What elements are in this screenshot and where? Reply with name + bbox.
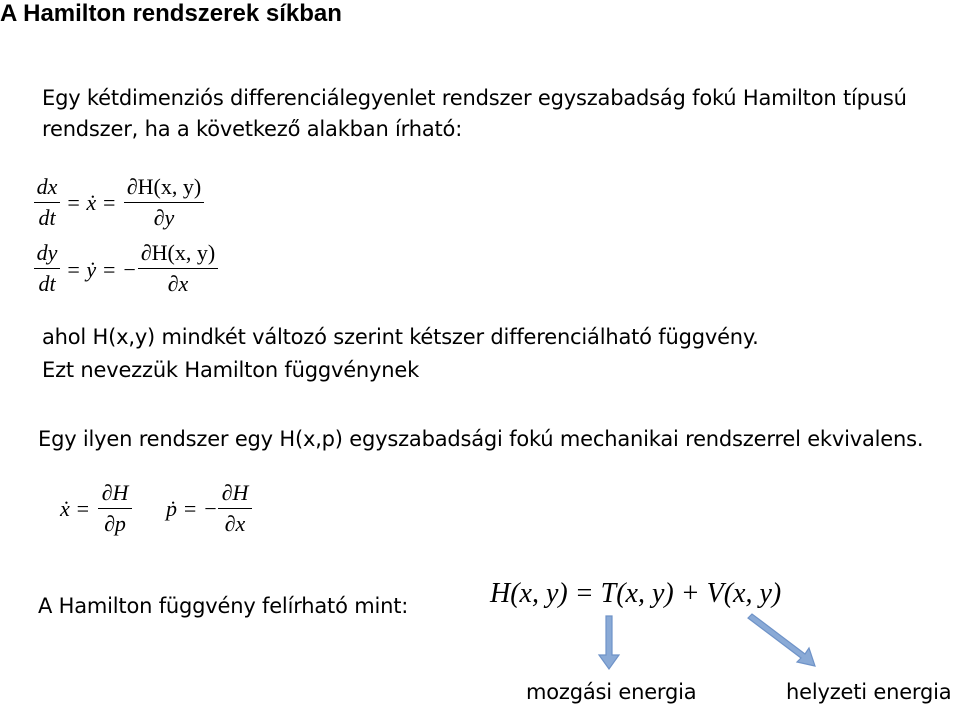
eq1-lhs-denominator: dt bbox=[38, 205, 56, 231]
eq4-numerator: ∂H bbox=[221, 480, 249, 505]
eq4-lhs: ṗ = − bbox=[166, 496, 218, 521]
intro-line-1: Egy kétdimenziós differenciálegyenlet rendszer egyszabadság fokú Hamilton típusú bbox=[42, 86, 907, 110]
eq2-lhs-numerator: dy bbox=[36, 240, 58, 265]
explain-line-1: ahol H(x,y) mindkét változó szerint kétszer differenciálható függvény. bbox=[42, 325, 759, 349]
hamilton-equation: H(x, y) = T(x, y) + V(x, y) bbox=[490, 578, 782, 609]
eq3-numerator: ∂H bbox=[101, 480, 129, 505]
eq3-denominator: ∂p bbox=[104, 511, 126, 537]
eq4-denominator: ∂x bbox=[224, 511, 246, 537]
mechanical-equivalence-text: Egy ilyen rendszer egy H(x,p) egyszabadsági fokú mechanikai rendszerrel ekvivalens. bbox=[38, 427, 924, 451]
potential-energy-label: helyzeti energia bbox=[786, 680, 952, 704]
eq2-rhs-denominator: ∂x bbox=[167, 271, 189, 297]
kinetic-arrow-icon bbox=[599, 616, 619, 669]
eq1-rhs-numerator: ∂H(x, y) bbox=[126, 174, 202, 199]
eq3-lhs: ẋ = bbox=[60, 496, 91, 521]
eq1-rhs-denominator: ∂y bbox=[153, 205, 175, 231]
eq2-middle: = ẏ = − bbox=[66, 257, 137, 282]
potential-arrow-icon bbox=[748, 614, 815, 666]
hamilton-label: A Hamilton függvény felírható mint: bbox=[38, 594, 409, 618]
eq2-lhs-denominator: dt bbox=[38, 271, 56, 297]
intro-line-2: rendszer, ha a következő alakban írható: bbox=[42, 117, 463, 141]
explain-line-2: Ezt nevezzük Hamilton függvénynek bbox=[42, 358, 420, 382]
page-title: A Hamilton rendszerek síkban bbox=[0, 0, 342, 27]
eq2-rhs-numerator: ∂H(x, y) bbox=[140, 240, 216, 265]
eq1-lhs-numerator: dx bbox=[36, 174, 58, 199]
eq1-middle: = ẋ = bbox=[66, 190, 117, 215]
kinetic-energy-label: mozgási energia bbox=[526, 680, 697, 704]
